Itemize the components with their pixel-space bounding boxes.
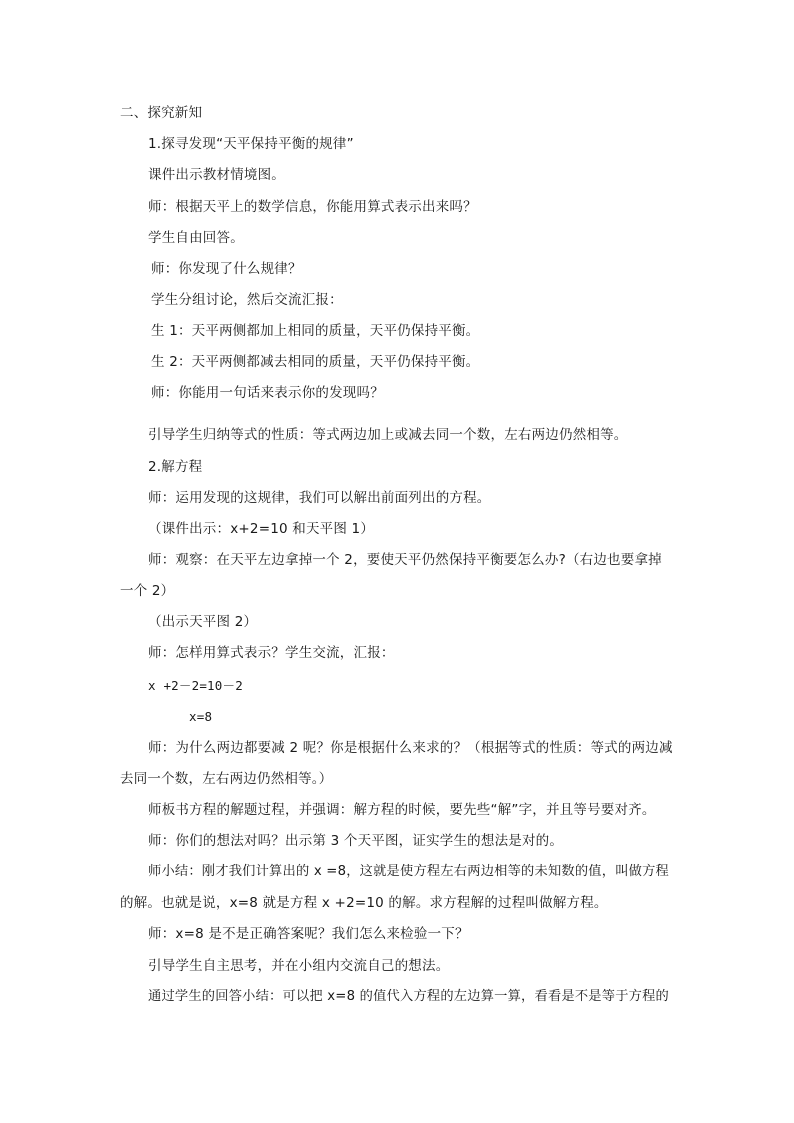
paragraph: 师小结：刚才我们计算出的 x =8，这就是使方程左右两边相等的未知数的值，叫做方程 — [148, 864, 670, 879]
paragraph: （出示天平图 2） — [148, 614, 258, 630]
equation-step: x +2－2=10－2 — [148, 678, 243, 693]
paragraph: 师：观察：在天平左边拿掉一个 2，要使天平仍然保持平衡要怎么办?（右边也要拿掉 — [148, 552, 662, 568]
paragraph: 师：你们的想法对吗？出示第 3 个天平图，证实学生的想法是对的。 — [148, 833, 564, 849]
paragraph-continuation: 的解。也就是说，x=8 就是方程 x +2=10 的解。求方程解的过程叫做解方程。 — [120, 895, 608, 911]
paragraph: 师：x=8 是不是正确答案呢？我们怎么来检验一下？ — [148, 926, 469, 942]
paragraph: 学生分组讨论，然后交流汇报： — [151, 292, 343, 308]
paragraph: 引导学生归纳等式的性质：等式两边加上或减去同一个数，左右两边仍然相等。 — [148, 427, 628, 443]
paragraph-continuation: 一个 2） — [120, 583, 175, 599]
paragraph: 课件出示教材情境图。 — [148, 167, 285, 183]
paragraph: 引导学生自主思考，并在小组内交流自己的想法。 — [148, 958, 450, 974]
paragraph: 学生自由回答。 — [148, 230, 244, 246]
paragraph: 师：怎样用算式表示？学生交流，汇报： — [148, 645, 395, 661]
equation-result: x=8 — [189, 709, 213, 724]
paragraph: 师：运用发现的这规律，我们可以解出前面列出的方程。 — [148, 490, 491, 506]
paragraph: 师：为什么两边都要减 2 呢？你是根据什么来求的？（根据等式的性质：等式的两边减 — [148, 740, 673, 756]
paragraph: （课件出示：x+2=10 和天平图 1） — [148, 521, 375, 537]
section-heading: 二、探究新知 — [120, 105, 203, 121]
paragraph: 师板书方程的解题过程，并强调：解方程的时候，要先些“解”字，并且等号要对齐。 — [148, 802, 656, 818]
paragraph: 通过学生的回答小结：可以把 x=8 的值代入方程的左边算一算，看看是不是等于方程的 — [148, 989, 670, 1004]
paragraph: 生 2：天平两侧都减去相同的质量，天平仍保持平衡。 — [151, 354, 480, 370]
subsection-heading: 1.探寻发现“天平保持平衡的规律” — [148, 136, 354, 152]
paragraph: 生 1：天平两侧都加上相同的质量，天平仍保持平衡。 — [151, 323, 480, 339]
paragraph: 师：你发现了什么规律？ — [151, 261, 302, 277]
paragraph: 师：根据天平上的数学信息，你能用算式表示出来吗？ — [148, 199, 477, 215]
paragraph-continuation: 去同一个数，左右两边仍然相等。） — [120, 771, 333, 787]
subsection-heading: 2.解方程 — [148, 459, 203, 475]
paragraph: 师：你能用一句话来表示你的发现吗？ — [151, 385, 384, 401]
